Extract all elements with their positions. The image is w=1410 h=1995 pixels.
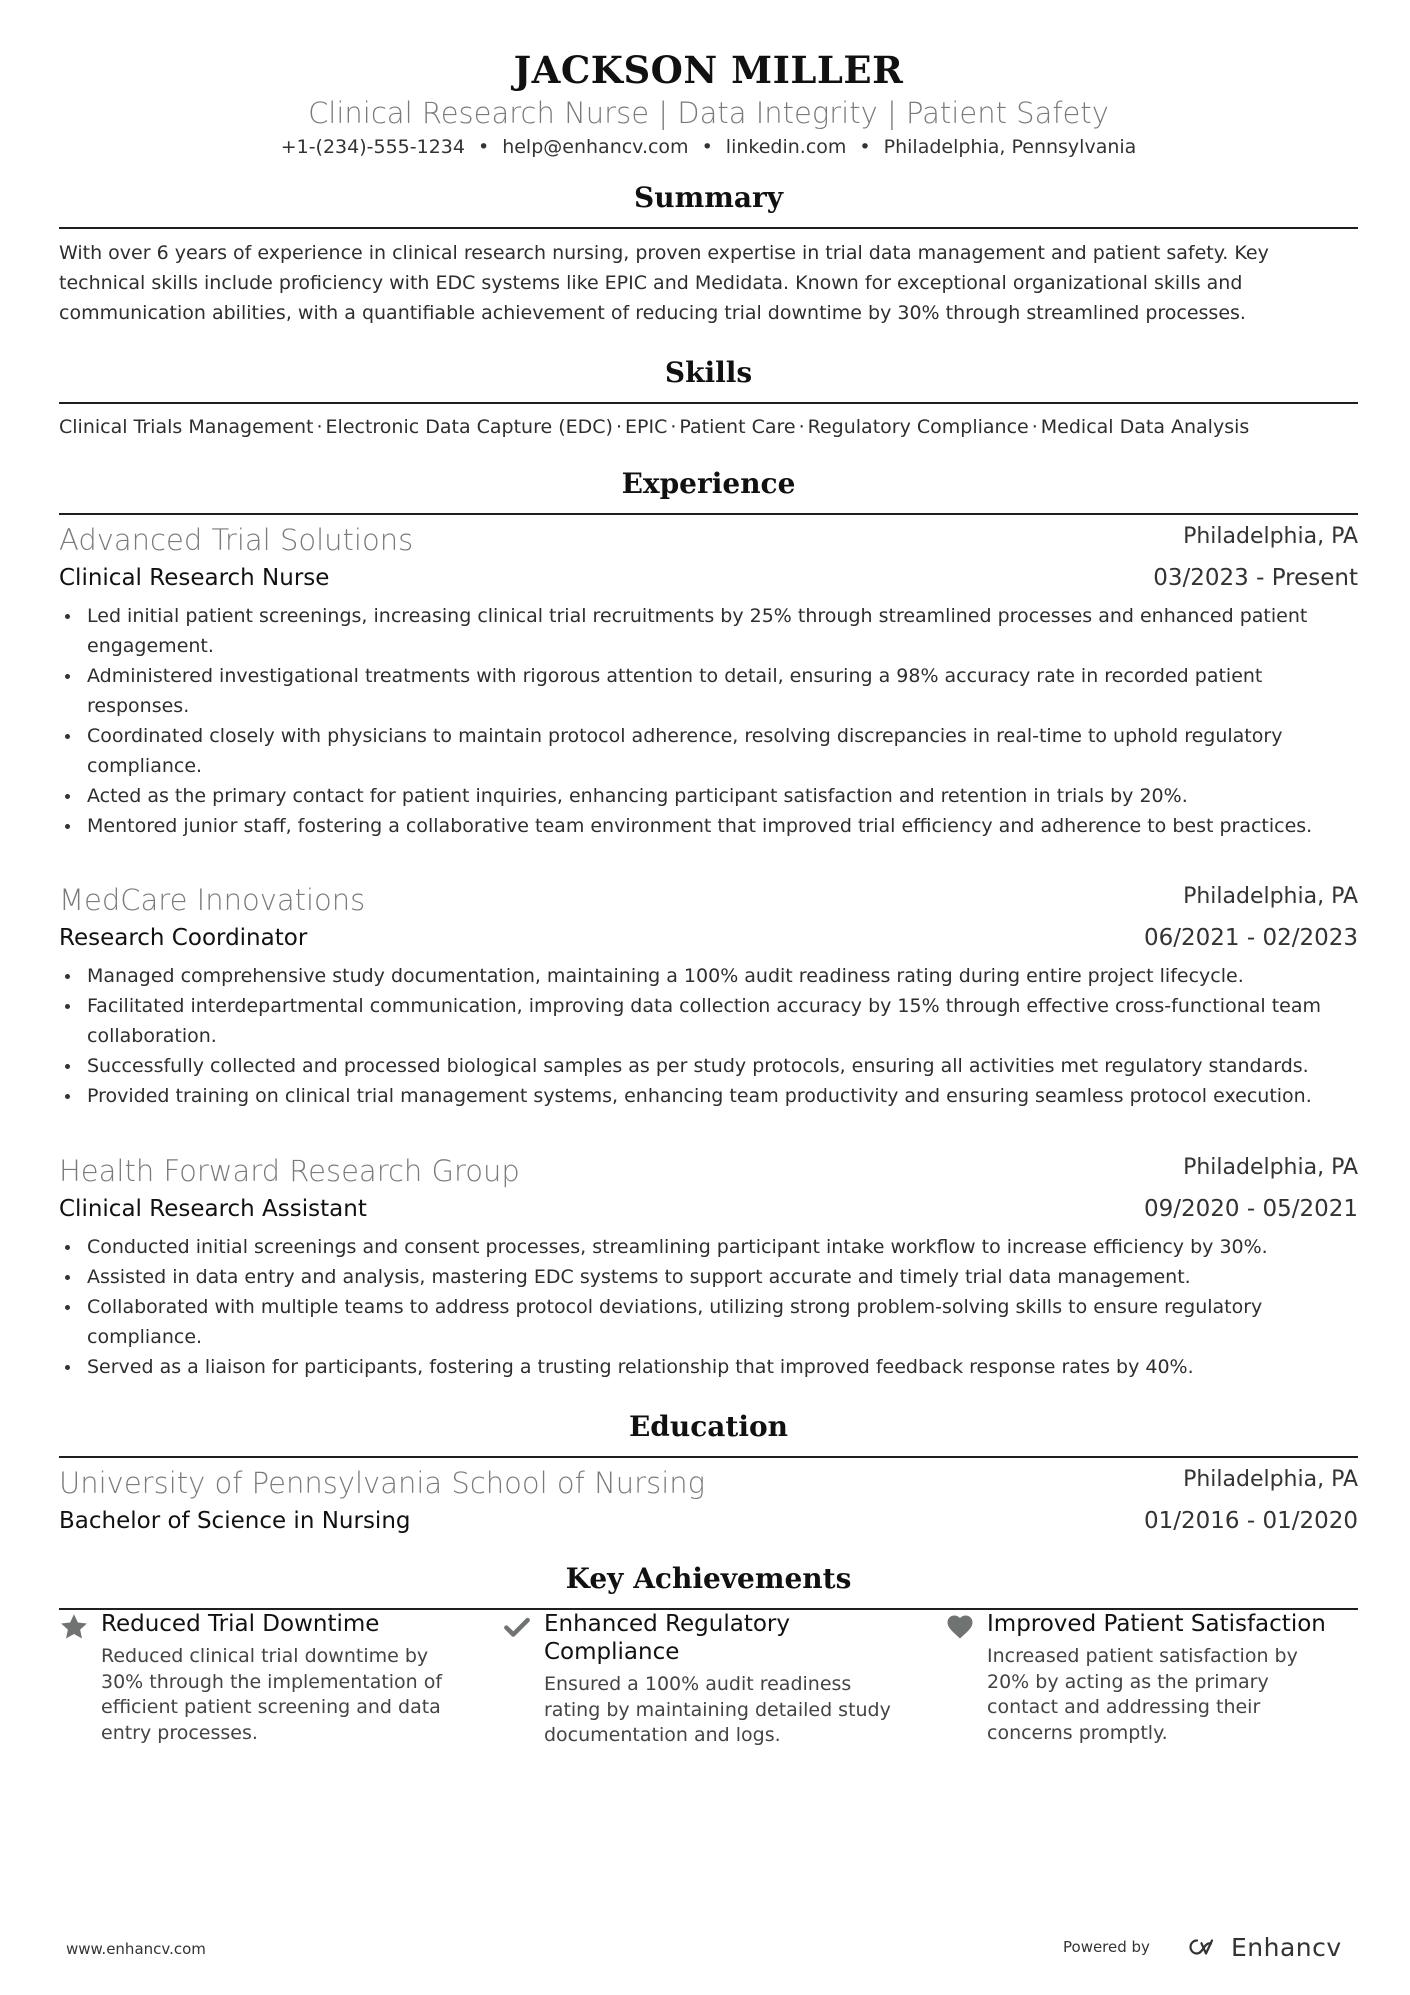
section-divider [59,227,1358,229]
school-name: University of Pennsylvania School of Nursing [59,1466,706,1500]
achievement-title: Enhanced Regulatory Compliance [544,1611,790,1665]
bullet-item: Conducted initial screenings and consent processes, streamlining participant intake workflow to increase efficiency by 30%. [59,1232,1358,1262]
company-name: Advanced Trial Solutions [59,523,414,557]
heart-icon [945,1612,975,1642]
job-location: Philadelphia, PA [1183,524,1358,549]
achievement-text: Ensured a 100% audit readiness rating by maintaining detailed study documentation and logs. [544,1673,891,1746]
skill-separator: · [798,416,805,438]
job-entry [59,1152,1358,1382]
bullet-item: Facilitated interdepartmental communication, improving data collection accuracy by 15% through effective cross-functional team collaboration. [59,991,1358,1051]
enhancv-logo[interactable] [1185,1930,1342,1964]
skill-item: Clinical Trials Management [59,416,314,438]
bullet-item: Coordinated closely with physicians to maintain protocol adherence, resolving discrepancies in real-time to uphold regulatory compliance. [59,721,1358,781]
location: Philadelphia, Pennsylvania [883,136,1137,158]
job-dates: 06/2021 - 02/2023 [1143,925,1358,951]
achievement-item [502,1610,902,1749]
summary-text: With over 6 years of experience in clinical research nursing, proven expertise in trial data management and patient safety. Key technical skills include proficiency with EDC systems like EPIC and Medidata. Known for exceptional organizational skills and communication abilities, with a quantifiable achievement of reducing trial downtime by 30% through streamlined processes. [59,242,1269,324]
skill-item: Electronic Data Capture (EDC) [325,416,613,438]
education-entry [59,1464,1358,1540]
section-divider [59,513,1358,515]
phone: +1-(234)-555-1234 [280,136,465,158]
achievement-text: Increased patient satisfaction by 20% by acting as the primary contact and addressing their concerns promptly. [987,1645,1298,1744]
section-divider [59,402,1358,404]
achievement-text: Reduced clinical trial downtime by 30% through the implementation of efficient patient screening and data entry processes. [101,1645,443,1744]
bullet-item: Assisted in data entry and analysis, mastering EDC systems to support accurate and timely trial data management. [59,1262,1358,1292]
skill-item: Patient Care [679,416,796,438]
separator-dot: • [477,136,490,158]
headline: Clinical Research Nurse | Data Integrity | Patient Safety [308,96,1109,130]
skills-list [59,412,1358,442]
linkedin[interactable]: linkedin.com [725,136,847,158]
school-location: Philadelphia, PA [1183,1467,1358,1492]
skill-separator: · [316,416,323,438]
company-name: Health Forward Research Group [59,1154,520,1188]
job-title: Clinical Research Assistant [59,1196,367,1222]
infinity-logo-icon [1185,1936,1225,1958]
bullet-item: Acted as the primary contact for patient inquiries, enhancing participant satisfaction and retention in trials by 20%. [59,781,1358,811]
job-bullets [59,601,1358,841]
achievement-item [945,1610,1345,1746]
degree: Bachelor of Science in Nursing [59,1508,411,1534]
skill-item: Medical Data Analysis [1040,416,1250,438]
bullet-item: Managed comprehensive study documentation, maintaining a 100% audit readiness rating during entire project lifecycle. [59,961,1358,991]
achievement-title: Improved Patient Satisfaction [987,1611,1326,1637]
candidate-name: JACKSON MILLER [513,48,904,92]
job-title: Research Coordinator [59,925,308,951]
job-dates: 03/2023 - Present [1153,565,1358,591]
skill-item: Regulatory Compliance [807,416,1029,438]
job-entry [59,881,1358,1111]
skill-separator: · [670,416,677,438]
job-title: Clinical Research Nurse [59,565,330,591]
bullet-item: Mentored junior staff, fostering a collaborative team environment that improved trial efficiency and adherence to best practices. [59,811,1358,841]
bullet-item: Administered investigational treatments with rigorous attention to detail, ensuring a 98% accuracy rate in recorded patient responses. [59,661,1358,721]
star-icon [59,1612,89,1642]
section-divider [59,1456,1358,1458]
skill-separator: · [1031,416,1038,438]
education-title: Education [628,1410,789,1443]
powered-by-label: Powered by [1063,1938,1150,1956]
bullet-item: Served as a liaison for participants, fostering a trusting relationship that improved feedback response rates by 40%. [59,1352,1358,1382]
brand-name: Enhancv [1231,1932,1342,1962]
skill-separator: · [615,416,622,438]
skill-item: EPIC [625,416,668,438]
bullet-item: Led initial patient screenings, increasing clinical trial recruitments by 25% through streamlined processes and enhanced patient engagement. [59,601,1358,661]
separator-dot: • [701,136,713,158]
footer-website[interactable]: www.enhancv.com [66,1940,206,1958]
job-location: Philadelphia, PA [1183,884,1358,909]
job-dates: 09/2020 - 05/2021 [1143,1196,1358,1222]
email[interactable]: help@enhancv.com [502,136,689,158]
contact-info [59,134,1358,160]
experience-title: Experience [621,467,796,500]
education-dates: 01/2016 - 01/2020 [1143,1508,1358,1534]
achievement-item [59,1610,459,1746]
achievement-title: Reduced Trial Downtime [101,1611,380,1637]
achievements-title: Key Achievements [565,1562,852,1595]
checkmark-icon [502,1612,532,1642]
job-bullets [59,961,1358,1111]
job-location: Philadelphia, PA [1183,1155,1358,1180]
separator-dot: • [859,136,871,158]
skills-title: Skills [664,356,753,389]
summary-title: Summary [634,181,783,214]
company-name: MedCare Innovations [59,883,366,917]
bullet-item: Provided training on clinical trial management systems, enhancing team productivity and ensuring seamless protocol execution. [59,1081,1358,1111]
bullet-item: Successfully collected and processed biological samples as per study protocols, ensuring all activities met regulatory standards. [59,1051,1358,1081]
bullet-item: Collaborated with multiple teams to address protocol deviations, utilizing strong problem-solving skills to ensure regulatory compliance. [59,1292,1358,1352]
job-entry [59,521,1358,841]
job-bullets [59,1232,1358,1382]
